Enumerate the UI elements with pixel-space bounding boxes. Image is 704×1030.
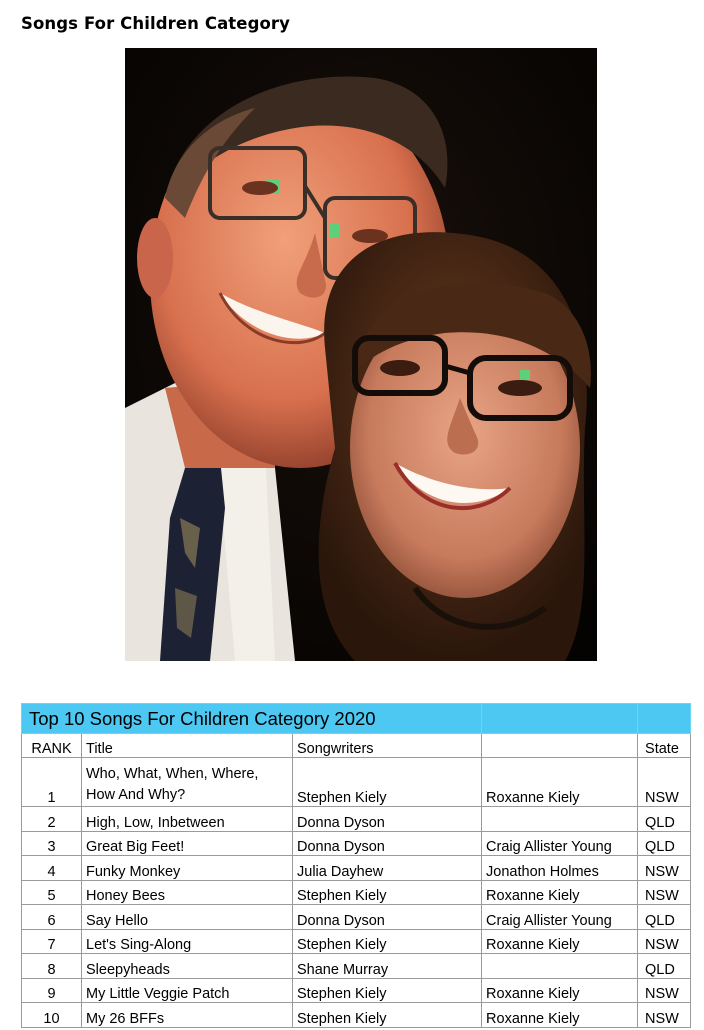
rank-cell: 10 (22, 1003, 82, 1028)
state-cell: NSW (638, 929, 691, 954)
songwriter-cell: Shane Murray (293, 954, 482, 979)
portrait-photo (125, 48, 597, 661)
table-header-row (22, 734, 691, 758)
rank-cell: 6 (22, 905, 82, 930)
rank-cell: 2 (22, 807, 82, 832)
rank-cell: 7 (22, 929, 82, 954)
state-cell: QLD (638, 905, 691, 930)
table-row (22, 978, 691, 1003)
top-10-table (21, 703, 690, 1028)
title-cell: Say Hello (82, 905, 293, 930)
cowriter-cell: Jonathon Holmes (482, 856, 638, 881)
cowriter-cell: Craig Allister Young (482, 905, 638, 930)
songwriter-cell: Stephen Kiely (293, 880, 482, 905)
column-header-rank: RANK (22, 734, 82, 758)
songwriter-cell: Stephen Kiely (293, 1003, 482, 1028)
cowriter-cell: Craig Allister Young (482, 831, 638, 856)
page-title: Songs For Children Category (21, 14, 291, 33)
table-caption: Top 10 Songs For Children Category 2020 (22, 704, 482, 734)
rank-cell: 4 (22, 856, 82, 881)
rank-cell: 3 (22, 831, 82, 856)
title-cell: My Little Veggie Patch (82, 978, 293, 1003)
table-row (22, 856, 691, 881)
table-row (22, 880, 691, 905)
state-cell: QLD (638, 831, 691, 856)
column-header-title: Title (82, 734, 293, 758)
songwriter-cell: Donna Dyson (293, 831, 482, 856)
state-cell: NSW (638, 978, 691, 1003)
state-cell: NSW (638, 880, 691, 905)
title-cell: Great Big Feet! (82, 831, 293, 856)
column-header-state: State (638, 734, 691, 758)
table-row (22, 758, 691, 807)
songwriter-cell: Donna Dyson (293, 807, 482, 832)
table-row (22, 954, 691, 979)
songwriter-cell: Stephen Kiely (293, 978, 482, 1003)
rank-cell: 8 (22, 954, 82, 979)
cowriter-cell (482, 807, 638, 832)
table-row (22, 831, 691, 856)
title-cell: Funky Monkey (82, 856, 293, 881)
table-caption-row (22, 704, 691, 734)
cowriter-cell: Roxanne Kiely (482, 880, 638, 905)
title-cell: High, Low, Inbetween (82, 807, 293, 832)
state-cell: NSW (638, 856, 691, 881)
rank-cell: 5 (22, 880, 82, 905)
title-cell: Let's Sing-Along (82, 929, 293, 954)
column-header-cowriter (482, 734, 638, 758)
cowriter-cell: Roxanne Kiely (482, 978, 638, 1003)
cowriter-cell: Roxanne Kiely (482, 758, 638, 807)
cowriter-cell: Roxanne Kiely (482, 929, 638, 954)
column-header-songwriters: Songwriters (293, 734, 482, 758)
state-cell: QLD (638, 954, 691, 979)
rank-cell: 1 (22, 758, 82, 807)
cowriter-cell: Roxanne Kiely (482, 1003, 638, 1028)
songwriter-cell: Julia Dayhew (293, 856, 482, 881)
state-cell: QLD (638, 807, 691, 832)
table-row (22, 807, 691, 832)
songwriter-cell: Donna Dyson (293, 905, 482, 930)
state-cell: NSW (638, 758, 691, 807)
cowriter-cell (482, 954, 638, 979)
table-row (22, 929, 691, 954)
songwriter-cell: Stephen Kiely (293, 929, 482, 954)
table-row (22, 1003, 691, 1028)
table-row (22, 905, 691, 930)
songwriter-cell: Stephen Kiely (293, 758, 482, 807)
state-cell: NSW (638, 1003, 691, 1028)
title-cell: My 26 BFFs (82, 1003, 293, 1028)
title-cell: Honey Bees (82, 880, 293, 905)
title-cell: Who, What, When, Where, How And Why? (82, 758, 293, 807)
rank-cell: 9 (22, 978, 82, 1003)
title-cell: Sleepyheads (82, 954, 293, 979)
